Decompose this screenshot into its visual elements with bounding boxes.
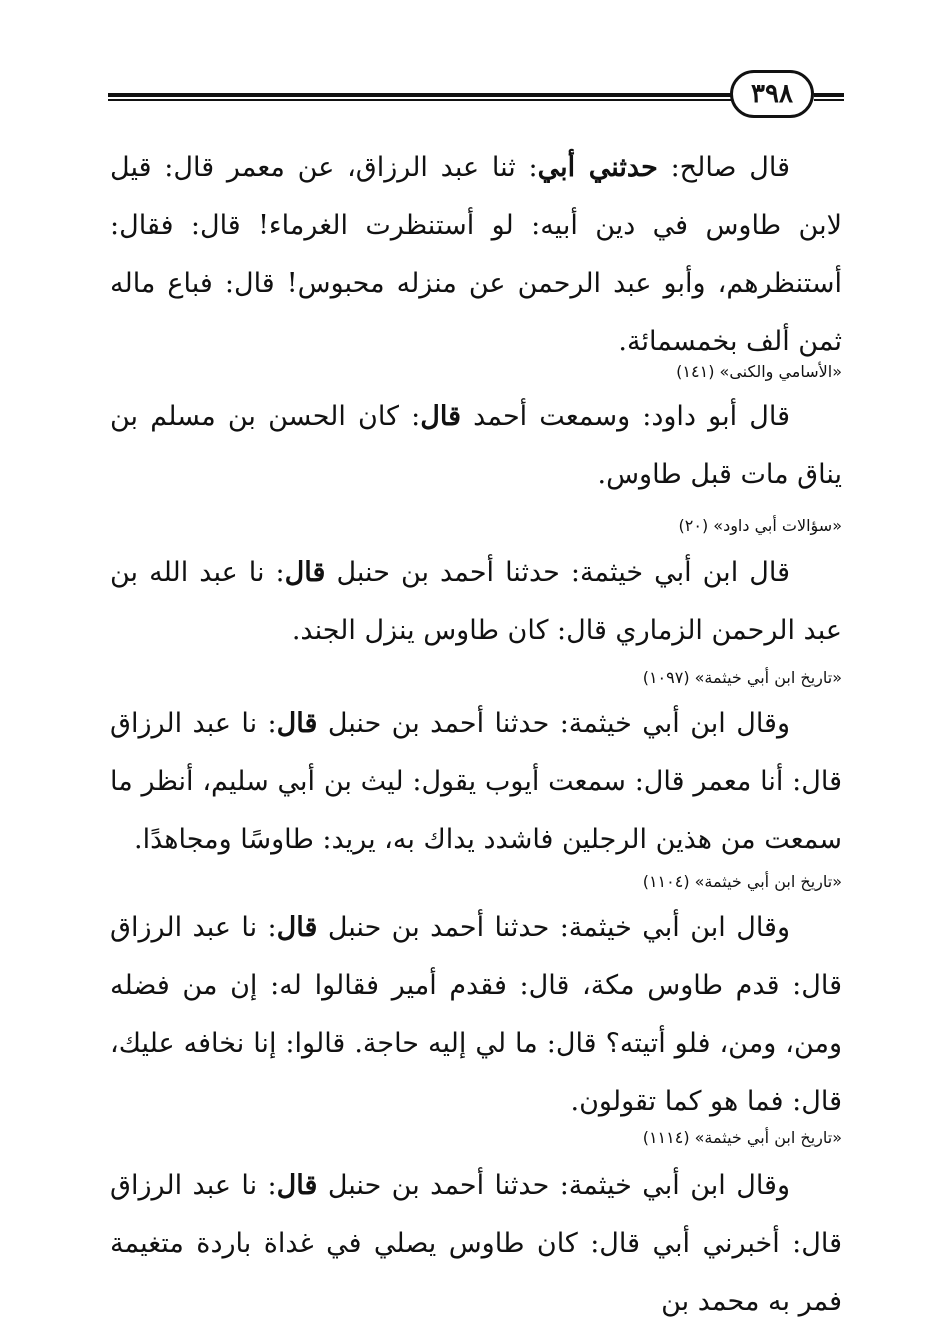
header-rule-tail-thin — [814, 99, 844, 101]
entry-2-source: «سؤالات أبي داود» (٢٠) — [678, 516, 842, 535]
entry-4-text-b: : نا عبد الرزاق قال: أنا معمر قال: سمعت أيوب يقول: ليث بن أبي سليم، أنظر ما سمعت من هذين الرجلين فاشدد يداك به، يريد: طاوسًا ومجاهدًا. — [110, 708, 842, 855]
entry-1-text-bold: حدثني أبي — [537, 152, 658, 183]
entry-6-text-b: : نا عبد الرزاق قال: أخبرني أبي قال: كان طاوس يصلي في غداة باردة متغيمة فمر به محمد بن — [110, 1170, 842, 1317]
entry-4-source: «تاريخ ابن أبي خيثمة» (١١٠٤) — [642, 872, 842, 891]
entry-4-text — [110, 695, 842, 869]
entry-5-source: «تاريخ ابن أبي خيثمة» (١١١٤) — [642, 1128, 842, 1147]
entry-3-text — [110, 544, 842, 660]
entry-4-text-a: وقال ابن أبي خيثمة: حدثنا أحمد بن حنبل — [317, 708, 790, 739]
entry-3-text-a: قال ابن أبي خيثمة: حدثنا أحمد بن حنبل — [325, 557, 790, 588]
header-rule-tail-thick — [814, 93, 844, 97]
entry-2-text-b: : كان الحسن بن مسلم بن يناق مات قبل طاوس. — [110, 401, 842, 490]
entry-6-text — [110, 1157, 842, 1331]
entry-1-source: «الأسامي والكنى» (١٤١) — [676, 362, 842, 381]
entry-5-text-b: : نا عبد الرزاق قال: قدم طاوس مكة، قال: فقدم أمير فقالوا له: إن من فضله ومن، ومن، فلو أتيته؟ قال: ما لي إليه حاجة. قالوا: إنا نخافه عليك، قال: فما هو كما تقولون. — [110, 912, 842, 1117]
entry-5-text-a: وقال ابن أبي خيثمة: حدثنا أحمد بن حنبل — [317, 912, 790, 943]
entry-4-text-bold: قال — [276, 708, 318, 739]
page-number: ٣٩٨ — [730, 70, 814, 118]
entry-5-text-bold: قال — [276, 912, 318, 943]
entry-3-source: «تاريخ ابن أبي خيثمة» (١٠٩٧) — [642, 668, 842, 687]
entry-6-text-bold: قال — [276, 1170, 318, 1201]
entry-2-text-bold: قال — [420, 401, 461, 432]
entry-2-text — [110, 388, 842, 504]
header-rule-thin — [108, 99, 736, 101]
entry-3-text-b: : نا عبد الله بن عبد الرحمن الزماري قال: كان طاوس ينزل الجند. — [110, 557, 842, 646]
header-rule-thick — [108, 93, 736, 97]
entry-2-text-a: قال أبو داود: وسمعت أحمد — [461, 401, 791, 432]
entry-1-text-a: قال صالح: — [657, 152, 790, 183]
entry-1-text — [110, 139, 842, 371]
entry-3-text-bold: قال — [284, 557, 326, 588]
entry-5-text — [110, 899, 842, 1131]
entry-6-text-a: وقال ابن أبي خيثمة: حدثنا أحمد بن حنبل — [317, 1170, 790, 1201]
entry-1-text-b: : ثنا عبد الرزاق، عن معمر قال: قيل لابن طاوس في دين أبيه: لو أستنظرت الغرماء! قال: فقال: أستنظرهم، وأبو عبد الرحمن عن منزله محبوس! قال: فباع ماله ثمن ألف بخمسمائة. — [110, 152, 842, 357]
